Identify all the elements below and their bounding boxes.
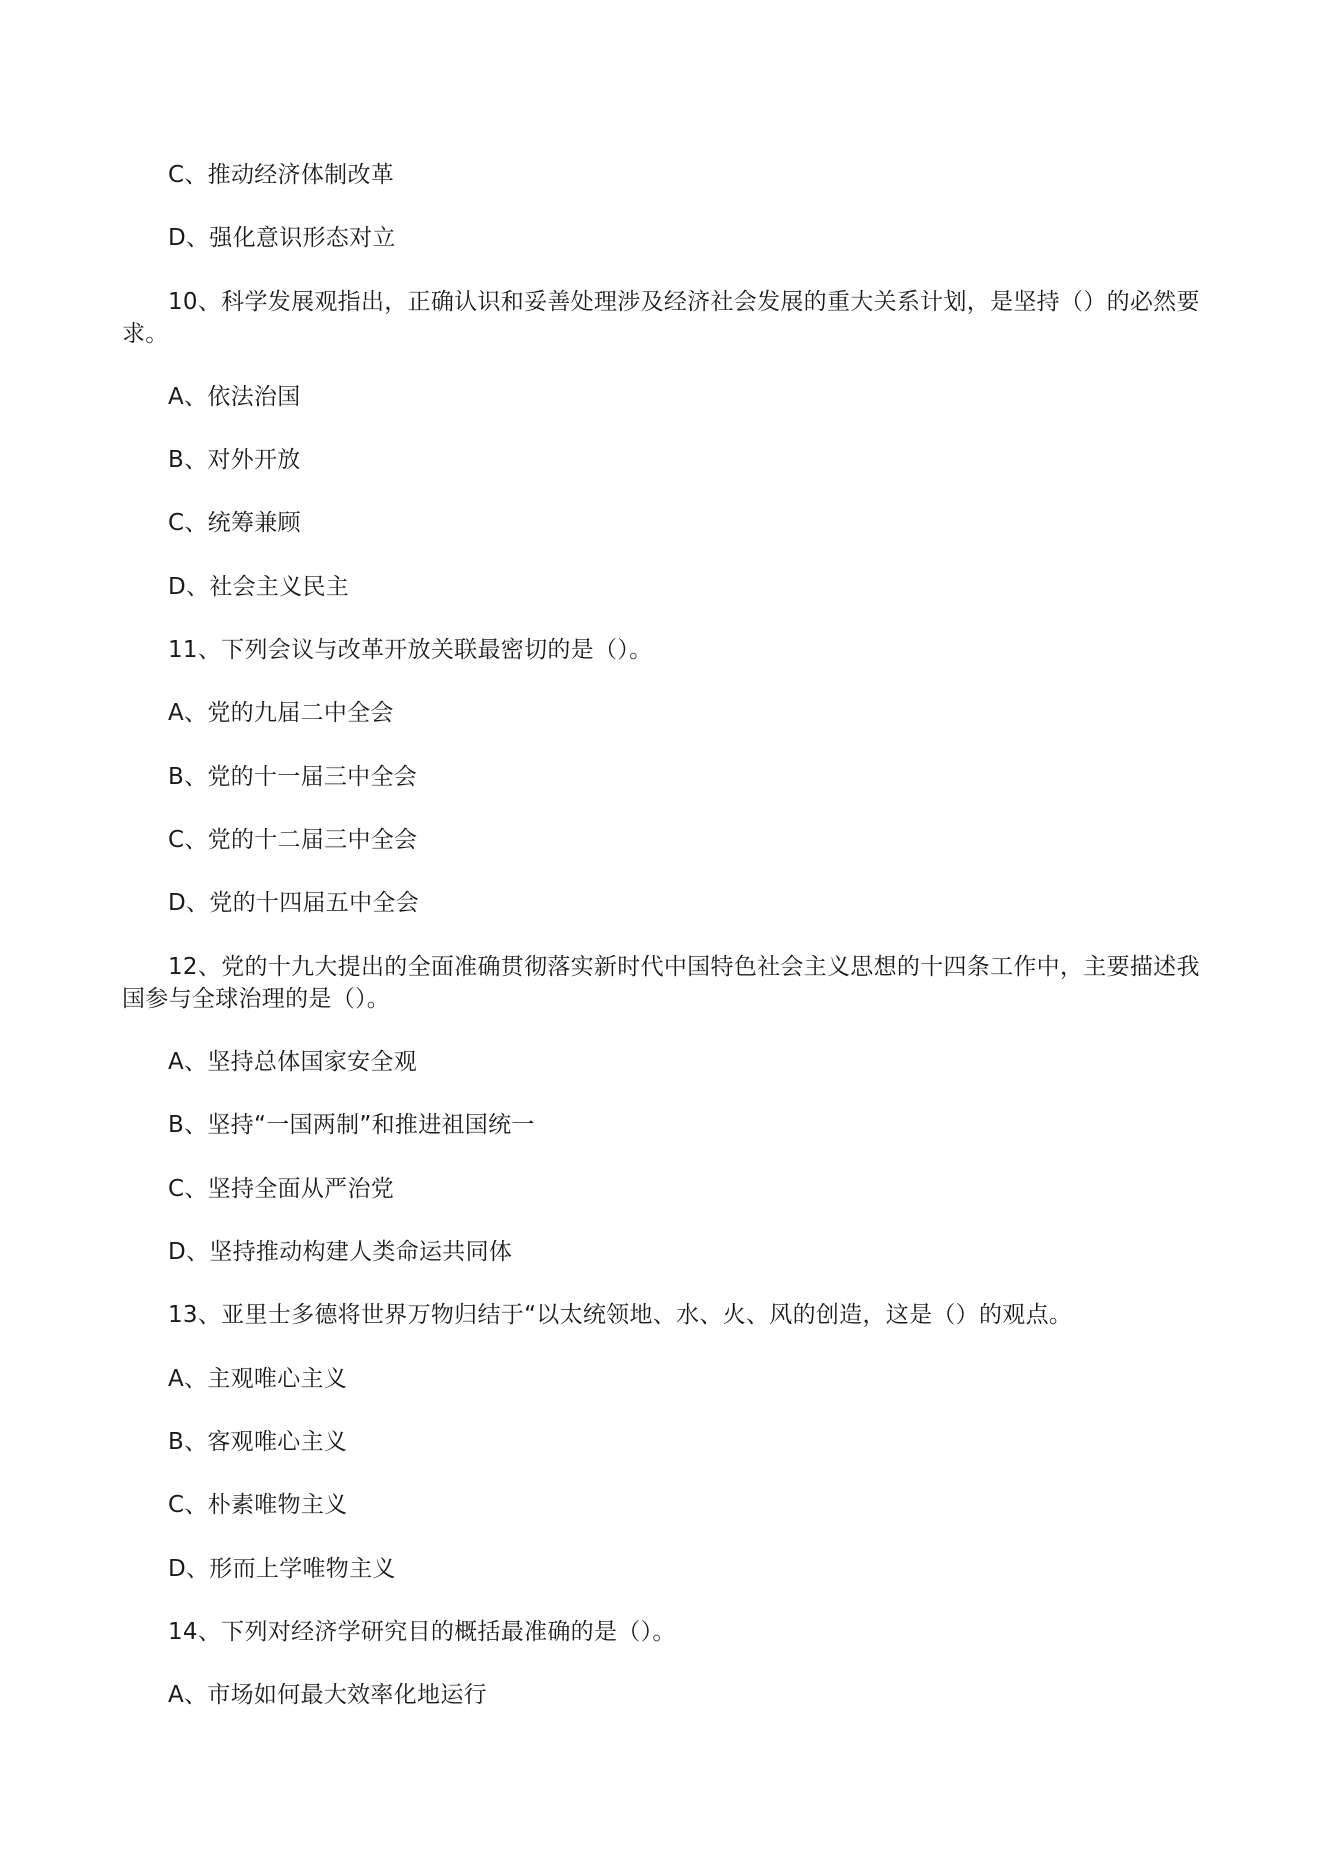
q14-stem: 14、下列对经济学研究目的概括最准确的是（）。 xyxy=(168,1619,676,1645)
q14-option-a: A、市场如何最大效率化地运行 xyxy=(168,1682,487,1708)
q12-option-b: B、坚持“一国两制”和推进祖国统一 xyxy=(168,1112,535,1138)
q9-option-c: C、推动经济体制改革 xyxy=(168,162,395,188)
q13-option-a: A、主观唯心主义 xyxy=(168,1366,348,1392)
q13-option-b: B、客观唯心主义 xyxy=(168,1429,348,1455)
q10-stem-line1: 10、科学发展观指出，正确认识和妥善处理涉及经济社会发展的重大关系计划，是坚持（）的必然要 xyxy=(168,289,1200,315)
q11-option-d: D、党的十四届五中全会 xyxy=(168,890,420,916)
q10-option-d: D、社会主义民主 xyxy=(168,574,350,600)
q13-stem: 13、亚里士多德将世界万物归结于“以太统领地、水、火、风的创造，这是（）的观点。 xyxy=(168,1302,1073,1328)
q12-option-c: C、坚持全面从严治党 xyxy=(168,1176,395,1202)
q10-option-a: A、依法治国 xyxy=(168,384,301,410)
q11-option-a: A、党的九届二中全会 xyxy=(168,700,394,726)
q10-option-c: C、统筹兼顾 xyxy=(168,510,301,536)
q12-option-d: D、坚持推动构建人类命运共同体 xyxy=(168,1239,513,1265)
q10-stem-line2: 求。 xyxy=(122,321,169,347)
q10-option-b: B、对外开放 xyxy=(168,447,301,473)
q12-option-a: A、坚持总体国家安全观 xyxy=(168,1049,418,1075)
q13-option-c: C、朴素唯物主义 xyxy=(168,1492,348,1518)
q12-stem-line1: 12、党的十九大提出的全面准确贯彻落实新时代中国特色社会主义思想的十四条工作中，主要描述我 xyxy=(168,954,1200,980)
q9-option-d: D、强化意识形态对立 xyxy=(168,225,396,251)
q13-option-d: D、形而上学唯物主义 xyxy=(168,1556,396,1582)
q11-stem: 11、下列会议与改革开放关联最密切的是（）。 xyxy=(168,637,653,663)
q12-stem-line2: 国参与全球治理的是（）。 xyxy=(122,986,391,1012)
q11-option-c: C、党的十二届三中全会 xyxy=(168,827,418,853)
q11-option-b: B、党的十一届三中全会 xyxy=(168,764,418,790)
